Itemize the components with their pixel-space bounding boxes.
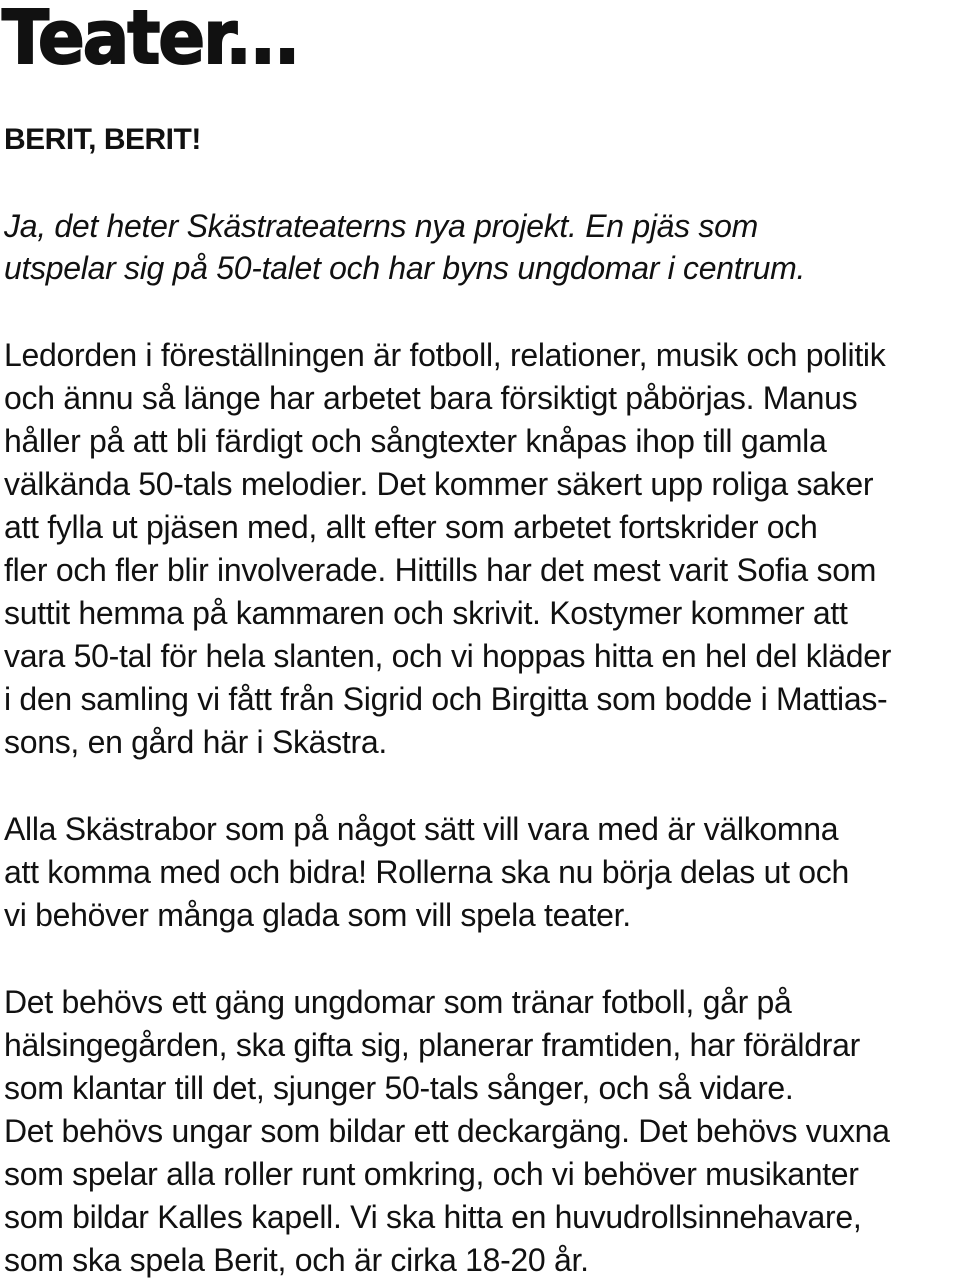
paragraph-line: att komma med och bidra! Rollerna ska nu börja delas ut och — [4, 854, 849, 890]
paragraph-line: som ska spela Berit, och är cirka 18-20 år. — [4, 1242, 589, 1278]
paragraph-line: håller på att bli färdigt och sångtexter knåpas ihop till gamla — [4, 423, 827, 459]
paragraph-line: som bildar Kalles kapell. Vi ska hitta en huvudrollsinnehavare, — [4, 1199, 862, 1235]
intro-line: utspelar sig på 50-talet och har byns ungdomar i centrum. — [4, 250, 806, 286]
intro-paragraph — [4, 205, 805, 289]
paragraph-line: i den samling vi fått från Sigrid och Birgitta som bodde i Mattias- — [4, 681, 888, 717]
paragraph-line: vara 50-tal för hela slanten, och vi hoppas hitta en hel del kläder — [4, 638, 892, 674]
paragraph-line: som spelar alla roller runt omkring, och vi behöver musikanter — [4, 1156, 859, 1192]
paragraph-line: Ledorden i föreställningen är fotboll, relationer, musik och politik — [4, 337, 886, 373]
paragraph-line: vi behöver många glada som vill spela teater. — [4, 897, 631, 933]
paragraph-line: välkända 50-tals melodier. Det kommer säkert upp roliga saker — [4, 466, 874, 502]
paragraph-line: fler och fler blir involverade. Hittills har det mest varit Sofia som — [4, 552, 877, 588]
paragraph-line: Det behövs ungar som bildar ett deckargäng. Det behövs vuxna — [4, 1113, 890, 1149]
paragraph-line: suttit hemma på kammaren och skrivit. Kostymer kommer att — [4, 595, 848, 631]
paragraph-line: hälsingegården, ska gifta sig, planerar framtiden, har föräldrar — [4, 1027, 860, 1063]
page-title: Teater... — [2, 0, 299, 81]
paragraph-line: Det behövs ett gäng ungdomar som tränar fotboll, går på — [4, 984, 792, 1020]
paragraph-line: som klantar till det, sjunger 50-tals sånger, och så vidare. — [4, 1070, 794, 1106]
paragraph-line: och ännu så länge har arbetet bara försiktigt påbörjas. Manus — [4, 380, 858, 416]
intro-line: Ja, det heter Skästrateaterns nya projekt. En pjäs som — [4, 208, 758, 244]
paragraph-line: att fylla ut pjäsen med, allt efter som arbetet fortskrider och — [4, 509, 818, 545]
body-paragraph-1 — [4, 334, 891, 764]
body-paragraph-2 — [4, 808, 849, 937]
paragraph-line: sons, en gård här i Skästra. — [4, 724, 387, 760]
body-paragraph-3 — [4, 981, 890, 1282]
article-heading: BERIT, BERIT! — [4, 123, 201, 156]
paragraph-line: Alla Skästrabor som på något sätt vill vara med är välkomna — [4, 811, 839, 847]
